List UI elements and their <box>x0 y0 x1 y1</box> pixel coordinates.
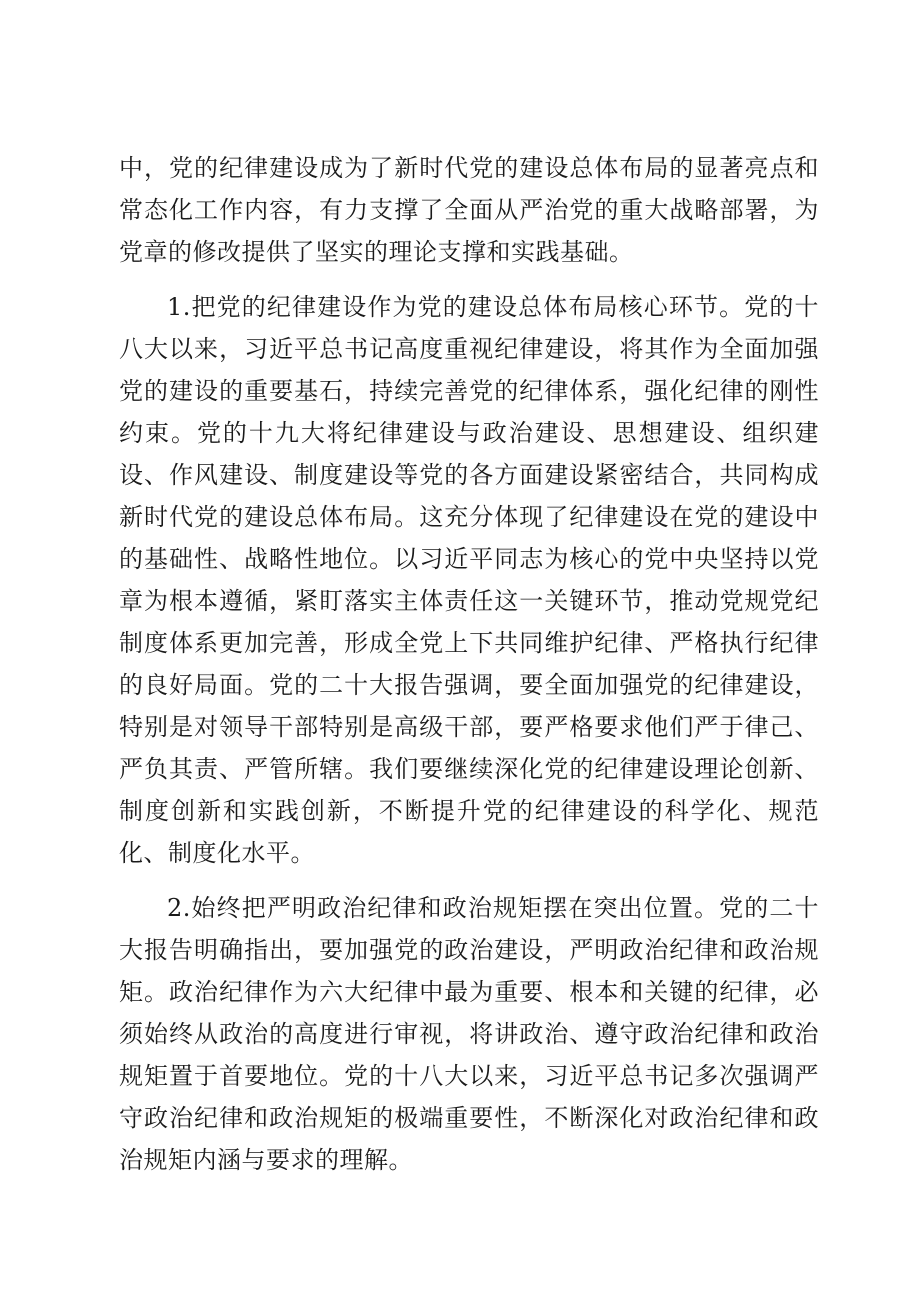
paragraph-point-1: 1.把党的纪律建设作为党的建设总体布局核心环节。党的十八大以来，习近平总书记高度重视纪律建设，将其作为全面加强党的建设的重要基石，持续完善党的纪律体系，强化纪律的刚性约束。党的十九大将纪律建设与政治建设、思想建设、组织建设、作风建设、制度建设等党的各方面建设紧密结合，共同构成新时代党的建设总体布局。这充分体现了纪律建设在党的建设中的基础性、战略性地位。以习近平同志为核心的党中央坚持以党章为根本遵循，紧盯落实主体责任这一关键环节，推动党规党纪制度体系更加完善，形成全党上下共同维护纪律、严格执行纪律的良好局面。党的二十大报告强调，要全面加强党的纪律建设，特别是对领导干部特别是高级干部，要严格要求他们严于律己、严负其责、严管所辖。我们要继续深化党的纪律建设理论创新、制度创新和实践创新，不断提升党的纪律建设的科学化、规范化、制度化水平。 <box>119 293 819 867</box>
paragraph-continuation: 中，党的纪律建设成为了新时代党的建设总体布局的显著亮点和常态化工作内容，有力支撑了全面从严治党的重大战略部署，为党章的修改提供了坚实的理论支撑和实践基础。 <box>119 154 819 266</box>
document-body <box>119 147 819 1194</box>
paragraph-point-2: 2.始终把严明政治纪律和政治规矩摆在突出位置。党的二十大报告明确指出，要加强党的政治建设，严明政治纪律和政治规矩。政治纪律作为六大纪律中最为重要、根本和关键的纪律，必须始终从政治的高度进行审视，将讲政治、遵守政治纪律和政治规矩置于首要地位。党的十八大以来，习近平总书记多次强调严守政治纪律和政治规矩的极端重要性，不断深化对政治纪律和政治规矩内涵与要求的理解。 <box>119 894 819 1174</box>
